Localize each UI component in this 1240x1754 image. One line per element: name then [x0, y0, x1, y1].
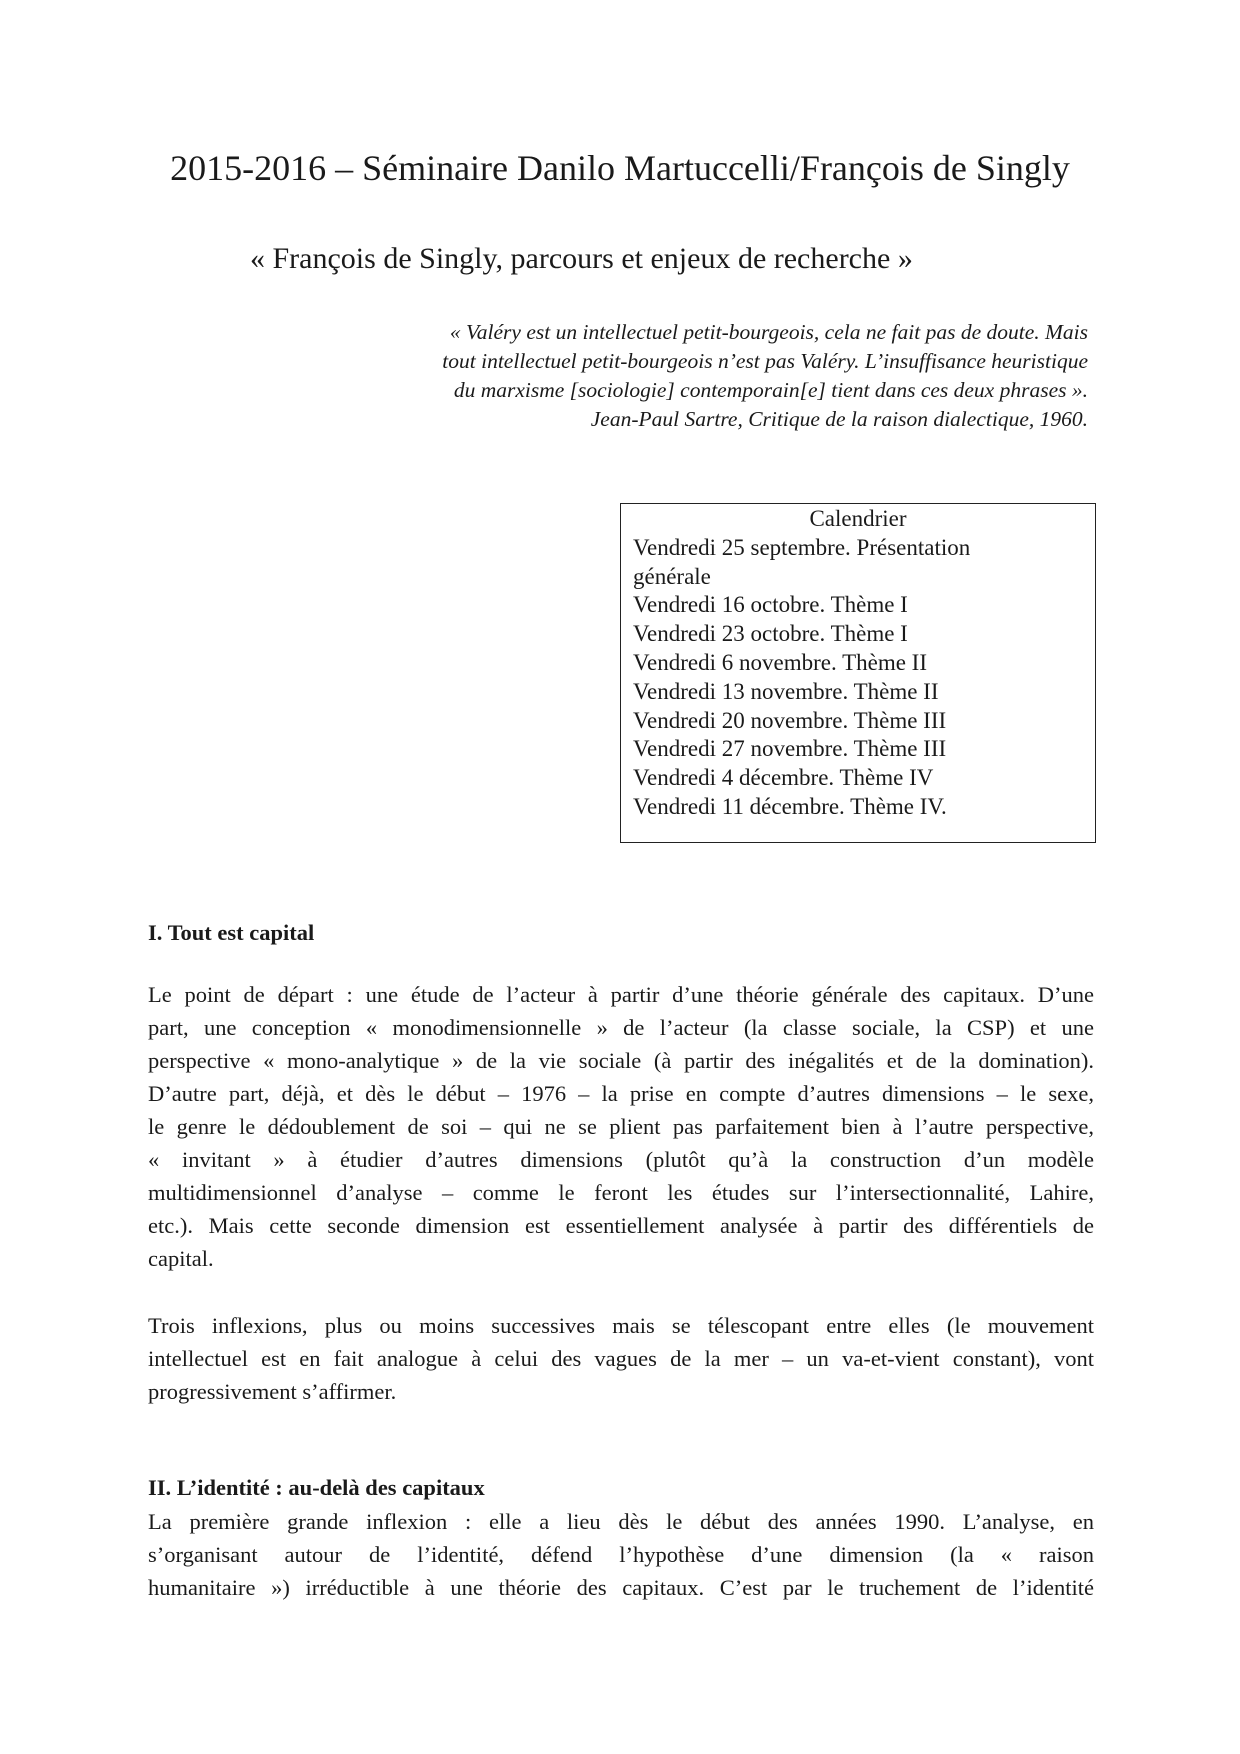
paragraph-line: part, une conception « monodimensionnelle » de l’acteur (la classe sociale, la CSP) et une — [148, 1015, 1094, 1040]
calendar-item: Vendredi 13 novembre. Thème II — [633, 678, 939, 704]
paragraph-line: Trois inflexions, plus ou moins successives mais se télescopant entre elles (le mouvement — [148, 1313, 1094, 1338]
paragraph-line: multidimensionnel d’analyse – comme le feront les études sur l’intersectionnalité, Lahire, — [148, 1180, 1094, 1205]
calendar-item: Vendredi 6 novembre. Thème II — [633, 649, 928, 675]
calendar-item: Vendredi 20 novembre. Thème III — [633, 707, 947, 733]
paragraph-line: humanitaire ») irréductible à une théorie des capitaux. C’est par le truchement de l’identité — [148, 1575, 1094, 1600]
paragraph-line: perspective « mono-analytique » de la vie sociale (à partir des inégalités et de la domination). — [148, 1048, 1094, 1073]
epigraph-line: tout intellectuel petit-bourgeois n’est pas Valéry. L’insuffisance heuristique — [442, 349, 1088, 373]
section-heading: I. Tout est capital — [148, 920, 315, 945]
section-heading: II. L’identité : au-delà des capitaux — [148, 1475, 485, 1500]
calendar-item: Vendredi 11 décembre. Thème IV. — [633, 793, 947, 819]
section-paragraph — [148, 978, 1094, 1275]
epigraph-attribution: Jean-Paul Sartre, Critique de la raison dialectique, 1960. — [590, 407, 1088, 431]
section-paragraph — [148, 1309, 1094, 1408]
epigraph-quote — [300, 318, 1088, 434]
document-title: 2015-2016 – Séminaire Danilo Martuccelli/François de Singly — [170, 148, 1070, 188]
calendar-item: générale — [633, 563, 711, 589]
calendar-item: Vendredi 16 octobre. Thème I — [633, 592, 908, 618]
paragraph-line: « invitant » à étudier d’autres dimensions (plutôt qu’à la construction d’un modèle — [148, 1147, 1094, 1172]
calendar-title: Calendrier — [809, 506, 907, 531]
paragraph-line: intellectuel est en fait analogue à celui des vagues de la mer – un va-et-vient constant), vont — [148, 1346, 1094, 1371]
epigraph-line: « Valéry est un intellectuel petit-bourgeois, cela ne fait pas de doute. Mais — [449, 320, 1088, 344]
paragraph-line: s’organisant autour de l’identité, défend l’hypothèse d’une dimension (la « raison — [148, 1542, 1094, 1567]
paragraph-line: etc.). Mais cette seconde dimension est essentiellement analysée à partir des différentiels de — [148, 1213, 1094, 1238]
calendar-item: Vendredi 27 novembre. Thème III — [633, 736, 947, 762]
calendar-item: Vendredi 23 octobre. Thème I — [633, 621, 908, 647]
calendar-box — [620, 503, 1096, 843]
paragraph-line: progressivement s’affirmer. — [148, 1379, 397, 1404]
epigraph-line: du marxisme [sociologie] contemporain[e] tient dans ces deux phrases ». — [453, 378, 1088, 402]
paragraph-line: La première grande inflexion : elle a lieu dès le début des années 1990. L’analyse, en — [148, 1509, 1094, 1534]
section-paragraph — [148, 1505, 1094, 1604]
calendar-item: Vendredi 4 décembre. Thème IV — [633, 765, 934, 791]
paragraph-line: Le point de départ : une étude de l’acteur à partir d’une théorie générale des capitaux. D’une — [148, 982, 1094, 1007]
calendar-item: Vendredi 25 septembre. Présentation — [633, 534, 971, 560]
paragraph-line: capital. — [148, 1246, 214, 1271]
document-subtitle: « François de Singly, parcours et enjeux de recherche » — [250, 242, 913, 275]
paragraph-line: D’autre part, déjà, et dès le début – 1976 – la prise en compte d’autres dimensions – le sexe, — [148, 1081, 1094, 1106]
paragraph-line: le genre le dédoublement de soi – qui ne se plient pas parfaitement bien à l’autre perspective, — [148, 1114, 1094, 1139]
